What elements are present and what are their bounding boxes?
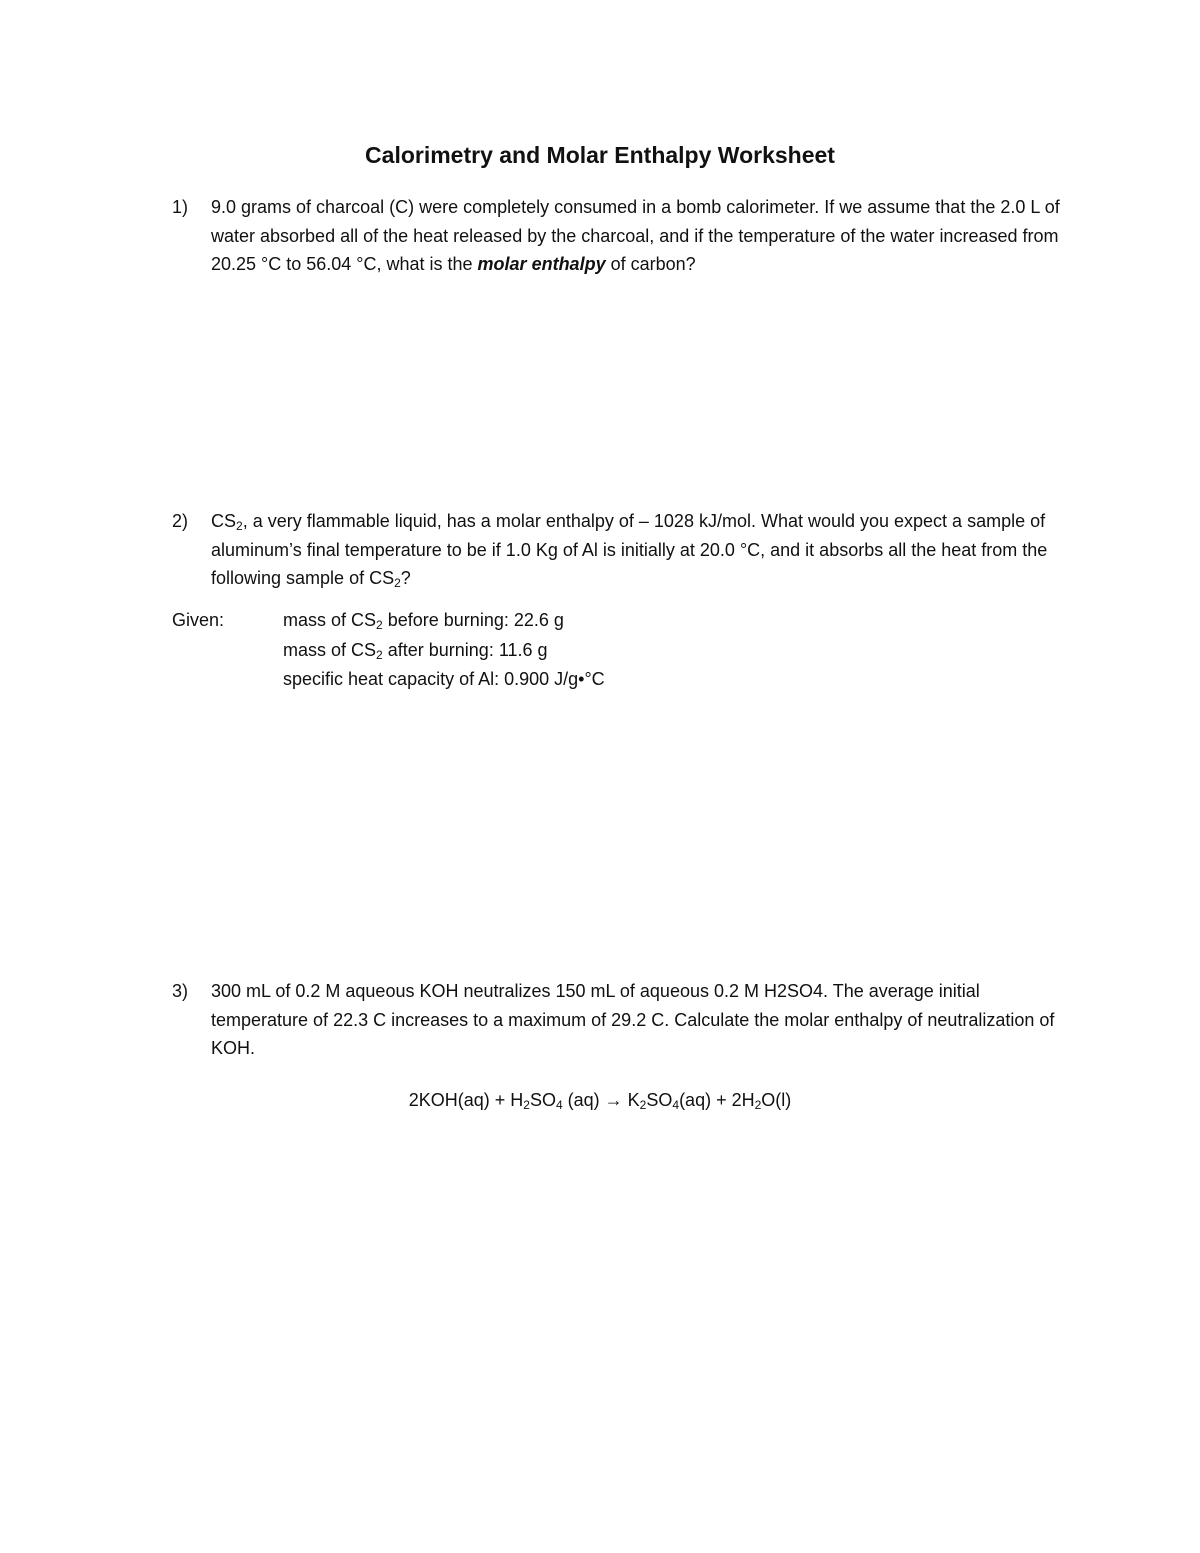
question-number: 3) [172,981,189,1001]
chemical-equation: $2KOH(aq) + H_2SO_4$ $(aq) \to K_2SO_4(aq) + 2H_2O(l)$ [408,1090,792,1112]
question-1 [172,193,1072,279]
question-text: 300 mL of 0.2 M aqueous KOH neutralizes 150 mL of aqueous 0.2 M H2SO4. The average initial temperature of 22.3 C increases to a maximum of 29.2 C. Calculate the molar enthalpy of neutralization of KOH. [211,981,1055,1058]
question-text: $CS_2$, a very flammable liquid, has a molar enthalpy of – 1028 kJ/mol. What would you expect a sample of aluminum’s final temperature to be if 1.0 Kg of Al is initially at 20.0 °C, and it absorbs all the heat from the following sample of $CS_2$? [211,511,1048,590]
given-specific-heat: specific heat capacity of Al: 0.900 J/g•°C [283,669,605,689]
question-number: 2) [172,511,189,531]
given-mass-after: mass of $CS_2$ after burning: 11.6 g [283,639,548,662]
question-2 [172,507,1072,593]
given-block [172,606,872,695]
question-3 [172,977,1072,1063]
page-title: Calorimetry and Molar Enthalpy Worksheet [365,142,835,168]
question-text: 9.0 grams of charcoal (C) were completely consumed in a bomb calorimeter. If we assume that the 2.0 L of water absorbed all of the heat released by the charcoal, and if the temperature of the water increased from 20.25 °C to 56.04 °C, what is the molar enthalpy of carbon? [211,197,1060,274]
question-number: 1) [172,197,189,217]
given-label: Given: [172,610,225,630]
emphasis-molar-enthalpy: molar enthalpy [477,254,606,274]
given-mass-before: mass of $CS_2$ before burning: 22.6 g [283,610,564,632]
